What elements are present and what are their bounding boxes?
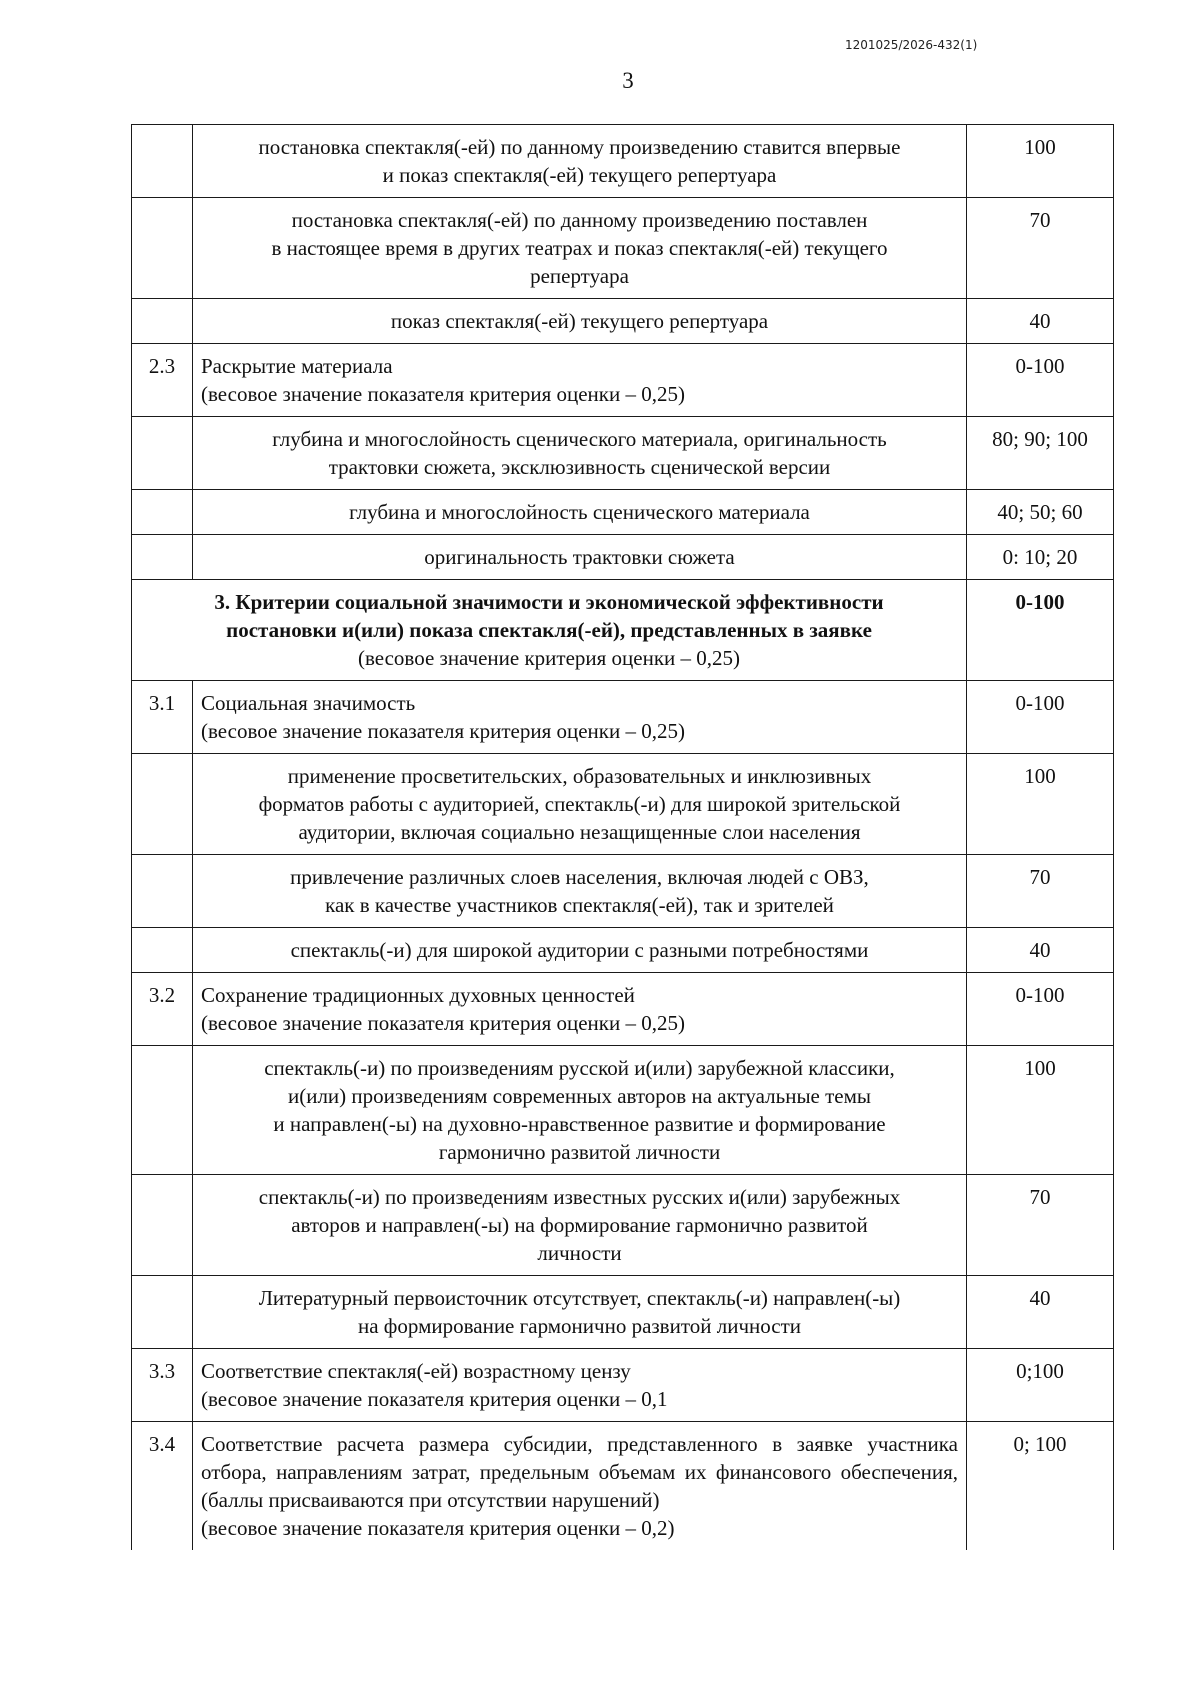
row-description xyxy=(193,754,967,855)
description-line: Сохранение традиционных духовных ценностей xyxy=(201,983,635,1007)
description-line: Раскрытие материала xyxy=(201,354,393,378)
description-line: глубина и многослойность сценического материала xyxy=(349,500,810,524)
table-row xyxy=(132,344,1114,417)
row-number xyxy=(132,535,193,580)
section-heading xyxy=(132,580,967,681)
row-description xyxy=(193,1422,967,1551)
row-description xyxy=(193,125,967,198)
description-line: личности xyxy=(537,1241,622,1265)
criteria-table xyxy=(131,124,1114,1550)
row-description xyxy=(193,973,967,1046)
row-description xyxy=(193,928,967,973)
row-number xyxy=(132,198,193,299)
table-row xyxy=(132,417,1114,490)
table-row xyxy=(132,928,1114,973)
row-score: 0; 100 xyxy=(967,1422,1114,1551)
section-weight-line: (весовое значение критерия оценки – 0,25) xyxy=(357,646,741,670)
row-description xyxy=(193,490,967,535)
description-line: трактовки сюжета, эксклюзивность сценической версии xyxy=(328,455,831,479)
description-line: (весовое значение показателя критерия оценки – 0,25) xyxy=(201,719,685,743)
description-line: (весовое значение показателя критерия оценки – 0,25) xyxy=(201,1011,685,1035)
description-line: в настоящее время в других театрах и показ спектакля(-ей) текущего xyxy=(271,236,888,260)
row-score: 40 xyxy=(967,928,1114,973)
description-line: привлечение различных слоев населения, включая людей с ОВЗ, xyxy=(290,865,869,889)
row-number xyxy=(132,928,193,973)
row-description xyxy=(193,1276,967,1349)
row-number: 3.2 xyxy=(132,973,193,1046)
row-score: 70 xyxy=(967,198,1114,299)
row-number: 3.1 xyxy=(132,681,193,754)
description-line: (весовое значение показателя критерия оценки – 0,1 xyxy=(201,1387,668,1411)
description-line: и(или) произведениям современных авторов на актуальные темы xyxy=(287,1084,872,1108)
description-line: и направлен(-ы) на духовно-нравственное развитие и формирование xyxy=(273,1112,886,1136)
description-line: оригинальность трактовки сюжета xyxy=(424,545,735,569)
row-number xyxy=(132,1276,193,1349)
description-line: форматов работы с аудиторией, спектакль(-и) для широкой зрительской xyxy=(258,792,901,816)
row-description xyxy=(193,681,967,754)
row-score: 0-100 xyxy=(967,681,1114,754)
row-score: 0: 10; 20 xyxy=(967,535,1114,580)
row-score: 70 xyxy=(967,855,1114,928)
table-row xyxy=(132,535,1114,580)
table-row xyxy=(132,754,1114,855)
row-description xyxy=(193,198,967,299)
page-number: 3 xyxy=(622,68,634,93)
row-number: 2.3 xyxy=(132,344,193,417)
row-description xyxy=(193,1175,967,1276)
table-row xyxy=(132,299,1114,344)
table-row xyxy=(132,1175,1114,1276)
table-row xyxy=(132,973,1114,1046)
description-line: спектакль(-и) по произведениям русской и(или) зарубежной классики, xyxy=(264,1056,895,1080)
row-score: 0-100 xyxy=(967,344,1114,417)
description-line: репертуара xyxy=(530,264,629,288)
row-score: 40; 50; 60 xyxy=(967,490,1114,535)
description-line: спектакль(-и) для широкой аудитории с разными потребностями xyxy=(290,938,869,962)
table-row xyxy=(132,681,1114,754)
row-number xyxy=(132,125,193,198)
description-line: Социальная значимость xyxy=(201,691,416,715)
row-description xyxy=(193,1046,967,1175)
row-score: 40 xyxy=(967,1276,1114,1349)
table-row xyxy=(132,1276,1114,1349)
description-line: как в качестве участников спектакля(-ей), так и зрителей xyxy=(325,893,834,917)
row-number xyxy=(132,754,193,855)
row-score: 0-100 xyxy=(967,973,1114,1046)
description-line: спектакль(-и) по произведениям известных русских и(или) зарубежных xyxy=(258,1185,901,1209)
section-title-line: постановки и(или) показа спектакля(-ей), представленных в заявке xyxy=(226,618,872,642)
row-number xyxy=(132,417,193,490)
description-line: применение просветительских, образовательных и инклюзивных xyxy=(287,764,872,788)
description-line: аудитории, включая социально незащищенные слои населения xyxy=(298,820,861,844)
description-line: авторов и направлен(-ы) на формирование гармонично развитой xyxy=(291,1213,868,1237)
row-description xyxy=(193,299,967,344)
row-number: 3.4 xyxy=(132,1422,193,1551)
row-score: 100 xyxy=(967,125,1114,198)
description-line: постановка спектакля(-ей) по данному произведению поставлен xyxy=(291,208,868,232)
section-title-line: 3. Критерии социальной значимости и экономической эффективности xyxy=(214,590,884,614)
description-line: глубина и многослойность сценического материала, оригинальность xyxy=(272,427,887,451)
row-description xyxy=(193,1349,967,1422)
row-score: 100 xyxy=(967,754,1114,855)
description-line: и показ спектакля(-ей) текущего репертуара xyxy=(382,163,777,187)
section-score: 0-100 xyxy=(967,580,1114,681)
row-score: 80; 90; 100 xyxy=(967,417,1114,490)
table-row xyxy=(132,1422,1114,1551)
row-score: 100 xyxy=(967,1046,1114,1175)
document-id: 1201025/2026-432(1) xyxy=(845,38,978,52)
row-number xyxy=(132,855,193,928)
row-number xyxy=(132,490,193,535)
table-row xyxy=(132,1046,1114,1175)
row-number: 3.3 xyxy=(132,1349,193,1422)
row-number xyxy=(132,1046,193,1175)
table-row xyxy=(132,198,1114,299)
table-row xyxy=(132,125,1114,198)
row-score: 0;100 xyxy=(967,1349,1114,1422)
description-line: Соответствие спектакля(-ей) возрастному цензу xyxy=(201,1359,631,1383)
table-row xyxy=(132,855,1114,928)
description-line: (весовое значение показателя критерия оценки – 0,2) xyxy=(201,1516,675,1540)
description-paragraph: Соответствие расчета размера субсидии, представленного в заявке участника отбора, направлениям затрат, предельным объемам их финансового обеспечения, (баллы присваиваются при отсутствии нарушений) xyxy=(201,1432,958,1512)
description-line: Литературный первоисточник отсутствует, спектакль(-и) направлен(-ы) xyxy=(258,1286,901,1310)
description-line: на формирование гармонично развитой личности xyxy=(358,1314,801,1338)
row-description xyxy=(193,535,967,580)
row-description xyxy=(193,344,967,417)
description-line: показ спектакля(-ей) текущего репертуара xyxy=(390,309,769,333)
row-number xyxy=(132,299,193,344)
section-header-row xyxy=(132,580,1114,681)
description-line: гармонично развитой личности xyxy=(438,1140,721,1164)
row-number xyxy=(132,1175,193,1276)
description-line: (весовое значение показателя критерия оценки – 0,25) xyxy=(201,382,685,406)
table-row xyxy=(132,490,1114,535)
row-score: 40 xyxy=(967,299,1114,344)
description-line: постановка спектакля(-ей) по данному произведению ставится впервые xyxy=(258,135,901,159)
row-description xyxy=(193,855,967,928)
table-row xyxy=(132,1349,1114,1422)
row-description xyxy=(193,417,967,490)
row-score: 70 xyxy=(967,1175,1114,1276)
